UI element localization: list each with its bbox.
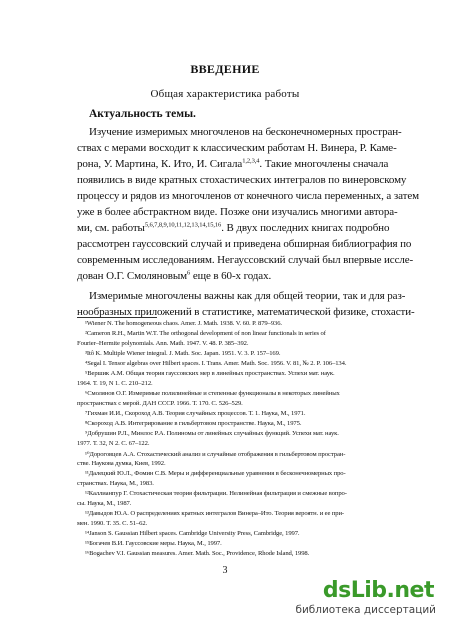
footnote: ⁶Смолянов О.Г. Измеримые полилинейные и степенные функционалы в некоторых линейных xyxy=(85,390,340,397)
page-number: 3 xyxy=(222,565,228,576)
paragraph-line xyxy=(77,158,388,170)
paragraph-line: Измеримые многочлены важны как для общей теории, так и для раз- xyxy=(89,290,406,302)
paragraph-text: ми, см. работы xyxy=(77,222,145,234)
paragraph-line: современным исследованиям. Негауссовский случай был впервые иссле- xyxy=(77,254,414,266)
footnote: ⁵Вершик А.М. Общая теория гауссовских мер в линейных пространствах. Успехи мат. наук. xyxy=(85,370,335,377)
paragraph-line: уже в более абстрактном виде. Позже они изучались многими авторa- xyxy=(77,206,398,218)
paragraph-line: рассмотрен гауссовский случай и приведена обширная библиография по xyxy=(77,238,412,250)
citation-sup: 1,2,3,4 xyxy=(242,157,260,165)
page-subheading: Общая характеристика работы xyxy=(150,88,300,100)
footnote: странствах. Наука, М., 1983. xyxy=(77,480,154,487)
paragraph-line xyxy=(77,270,271,282)
section-title: Актуальность темы. xyxy=(89,108,196,120)
paragraph-line: Изучение измеримых многочленов на бесконечномерных простран- xyxy=(89,126,402,138)
paragraph-text: дован О.Г. Смоляновым xyxy=(77,270,188,282)
footnote: ¹⁴Janson S. Gaussian Hilbert spaces. Cambridge University Press, Cambridge, 1997. xyxy=(85,530,300,537)
citation-sup: 5,6,7,8,9,10,11,12,13,14,15,16 xyxy=(144,221,222,229)
footnote: ⁷Гихман И.И., Скороход А.В. Теория случайных процессов. Т. 1. Наука, М., 1971. xyxy=(85,410,306,417)
paragraph-line: процессу и рядов из многочленов от конечного числа переменных, а затем xyxy=(77,190,419,202)
footnote-divider xyxy=(77,317,157,318)
footnote: 1964. Т. 19, N 1. C. 210–212. xyxy=(77,380,153,387)
footnote: ¹¹Далецкий Ю.Л., Фомин С.В. Меры и дифференциальные уравнения в бесконечномерных про- xyxy=(85,470,346,477)
paragraph-line xyxy=(77,222,389,234)
footnote: ¹³Давыдов Ю.А. О распределениях кратных интегралов Винера–Ито. Теория вероятн. и ее при- xyxy=(85,510,345,517)
footnote: пространствах с мерой. ДАН СССР. 1966. Т. 170. С. 526–529. xyxy=(77,400,243,407)
paragraph-text: . В двух последних книгах подробно xyxy=(221,222,390,234)
footnote: сы. Наука, М., 1987. xyxy=(77,500,132,507)
footnote: ¹⁵Богачев В.И. Гауссовские меры. Наука, М., 1997. xyxy=(85,540,222,547)
footnote: ¹⁶Bogachev V.I. Gaussian measures. Amer. Math. Soc., Providence, Rhode Island, 1998. xyxy=(85,550,310,557)
paragraph-text: еще в 60-х годах. xyxy=(190,270,272,282)
footnote: Fourier–Hermite polynomials. Ann. Math. 1947. V. 48. P. 385–392. xyxy=(77,340,249,347)
paragraph-text: . Такие многочлены сначала xyxy=(259,158,389,170)
footnote: ²Cameron R.H., Martin W.T. The orthogonal development of non linear functionals in series of xyxy=(85,330,326,337)
footnote: 1977. Т. 32, N 2. C. 67–122. xyxy=(77,440,150,447)
footnote: мен. 1990. Т. 35. С. 51–62. xyxy=(77,520,148,527)
paragraph-line: нообразных приложений в статистике, математической физике, стохасти- xyxy=(77,306,415,318)
citation-sup: 6 xyxy=(187,269,191,277)
footnote: стве. Наукова думка, Киев, 1992. xyxy=(77,460,166,467)
paragraph-line: появились в виде кратных стохастических интегралов по винеровскому xyxy=(77,174,407,186)
paragraph-text: рона, У. Мартина, К. Ито, И. Сигала xyxy=(77,158,243,170)
watermark-logo[interactable]: dsLib.net xyxy=(322,578,434,603)
footnote: ¹⁰Дороговцев А.А. Стохастический анализ и случайные отображения в гильбертовом простран- xyxy=(85,451,346,458)
footnote: ¹²Каллианпур Г. Стохастическая теория фильтрации. Нелинейная фильтрация и смежные вопро- xyxy=(85,490,347,497)
footnote: ³Itô K. Multiple Wiener integral. J. Math. Soc. Japan. 1951. V. 3. P. 157–169. xyxy=(85,350,281,357)
watermark-tagline: библиотека диссертаций xyxy=(295,604,436,616)
footnote: ⁴Segal I. Tensor algebras over Hilbert spaces. I. Trans. Amer. Math. Soc. 1956. V. 81, № 2. P. 106–134. xyxy=(85,360,347,367)
paragraph-line: ствах с мерами восходит к классическим работам Н. Винера, Р. Каме- xyxy=(77,142,397,154)
footnote: ⁸Скороход А.В. Интегрирование в гильбертовом пространстве. Наука, М., 1975. xyxy=(85,420,302,427)
page-heading: ВВЕДЕНИЕ xyxy=(190,62,260,76)
footnote: ¹Wiener N. The homogeneous chaos. Amer. J. Math. 1938. V. 60. P. 879–936. xyxy=(85,320,282,327)
footnote: ⁹Добрушин Р.Л., Минлос Р.А. Полиномы от линейных случайных функций. Успехи мат. наук. xyxy=(85,430,339,437)
